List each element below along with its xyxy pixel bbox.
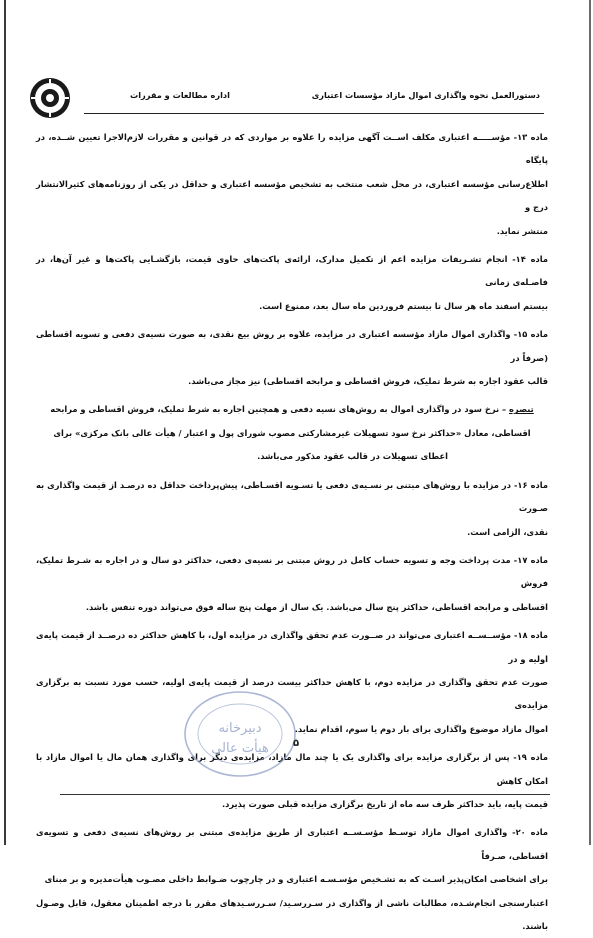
article-line: ماده ۲۰- واگذاری اموال مازاد توسـط مؤسـســه اعتباری از طریق مزایده‌ی مبتنی بر روش‌های نسیه‌ی دفعی و تسویه‌ی اقساطی، صـرفاً (36, 827, 548, 861)
note-title: تبصره (509, 404, 534, 415)
document-title: دستورالعمل نحوه واگذاری اموال مازاد مؤسسات اعتباری (311, 90, 540, 100)
page-number: ۵ (293, 738, 300, 749)
stamp-line-2: هیأت عالی (211, 741, 269, 756)
article-line: نقدی، الزامی است. (467, 526, 548, 537)
article-line: صورت عدم تحقق واگذاری در مزایده دوم، با کاهش حداکثر بیست درصد از قیمت پایه‌ی اولیه، حسب مورد نسبت به برگزاری مزایده‌ی (36, 676, 548, 711)
article-20 (36, 821, 548, 938)
document-body (36, 126, 548, 938)
article-14 (36, 248, 548, 318)
article-line: ماده ۱۴- انجام تشـریفات مزایده اعم از تکمیل مدارک، ارائه‌ی پاکت‌های حاوی قیمت، بازگشـایی پاکت‌ها و غیر آن‌ها، در فاصـله‌ی زمانی (36, 254, 548, 288)
stamp-line-1: دبیرخانه (218, 721, 262, 736)
article-line: ماده ۱۶- در مزایده با روش‌های مبتنی بر نسـیه‌ی دفعی یا تسـویه اقسـاطی، پیش‌پرداخت حداقل ده درصـد از قیمت واگذاری به صـورت (36, 479, 548, 514)
article-17 (36, 549, 548, 619)
header-divider (84, 113, 544, 114)
note-line (36, 398, 548, 421)
article-line: ماده ۱۵- واگذاری اموال مازاد مؤسسه اعتباری در مزایده، علاوه بر روش بیع نقدی، به صورت نسیه‌ی دفعی و تسویه اقساطی (صرفاً در (36, 329, 548, 363)
footer-divider (60, 794, 550, 795)
article-line: ماده ۱۸- مؤســســه اعتباری می‌تواند در صــورت عدم تحقق واگذاری در مزایده اول، با کاهش حداکثر ده درصــد از قیمت پایه‌ی اولیه و در (36, 630, 548, 664)
article-13 (36, 126, 548, 243)
article-line: اموال مازاد موضوع واگذاری برای بار دوم یا سوم، اقدام نماید. (294, 723, 548, 734)
note-line: اعطای تسهیلات در قالب عقود مذکور می‌باشد. (257, 451, 448, 462)
article-line: اطلاع‌رسانی مؤسسه اعتباری، در محل شعب منتخب به تشخیص مؤسسه اعتباری و حداقل در یکی از روزنامه‌های کثیرالانتشار درج و (36, 178, 548, 213)
article-line: اعتبارسنجی انجام‌شـده، مطالبات ناشی از واگذاری در سـررسـید/ سـررسـیدهای مقرر با درجه اطمینان معقول، قابل وصـول باشند. (36, 897, 548, 931)
central-bank-logo-icon (28, 76, 72, 120)
article-15 (36, 323, 548, 393)
article-line: اقساطی و مرابحه اقساطی، حداکثر پنج سال می‌باشد. یک سال از مهلت پنج ساله فوق می‌تواند دوره تنفس باشد. (85, 601, 548, 612)
article-line: منتشر نماید. (496, 225, 548, 236)
page-edge-right (589, 0, 591, 845)
article-line: ماده ۱۷- مدت پرداخت وجه و تسویه حساب کامل در روش مبتنی بر نسیه‌ی دفعی، حداکثر دو سال و در اجاره به شـرط تملیک، فروش (36, 554, 549, 589)
article-line: قالب عقود اجاره به شرط تملیک، فروش اقساطی و مرابحه اقساطی) نیز مجاز می‌باشد. (188, 376, 548, 387)
page-edge-left (4, 0, 6, 845)
article-16 (36, 474, 548, 544)
secretariat-stamp (180, 686, 300, 782)
article-line: ماده ۱۳- مؤســـــه اعتباری مکلف اســت آگهی مزایده را علاوه بر مواردی که در قوانین و مقررات لازم‌الاجرا تعیین شــده، در پایگاه (36, 132, 548, 166)
article-line: بیستم اسفند ماه هر سال تا بیستم فروردین ماه سال بعد، ممنوع است. (259, 300, 548, 311)
note-text: – نرخ سود در واگذاری اموال به روش‌های نسیه دفعی و همچنین اجاره به شرط تملیک، فروش اقساطی و مرابحه (50, 404, 507, 415)
article-line: قیمت پایه، باید حداکثر ظرف سه ماه از تاریخ برگزاری مزایده قبلی صورت پذیرد. (221, 798, 548, 809)
article-15-note (36, 398, 548, 468)
article-line: برای اشخاصی امکان‌پذیر اسـت که به تشـخیص مؤسـسـه اعتباری و در چارچوب ضـوابط داخلی مصـوب هیأت‌مدیره و بر مبنای (44, 874, 548, 885)
document-header (120, 90, 540, 106)
article-line: ماده ۱۹- پس از برگزاری مزایده برای واگذاری یک یا چند مال مازاد، مزایده‌ی دیگر برای واگذاری همان مال یا اموال مازاد با امکان کاهش (36, 752, 548, 786)
note-line: اقساطی، معادل «حداکثر نرخ سود تسهیلات غیرمشارکتی مصوب شورای پول و اعتبار / هیأت عالی بانک مرکزی» برای (53, 427, 531, 438)
department-name: اداره مطالعات و مقررات (130, 90, 230, 100)
